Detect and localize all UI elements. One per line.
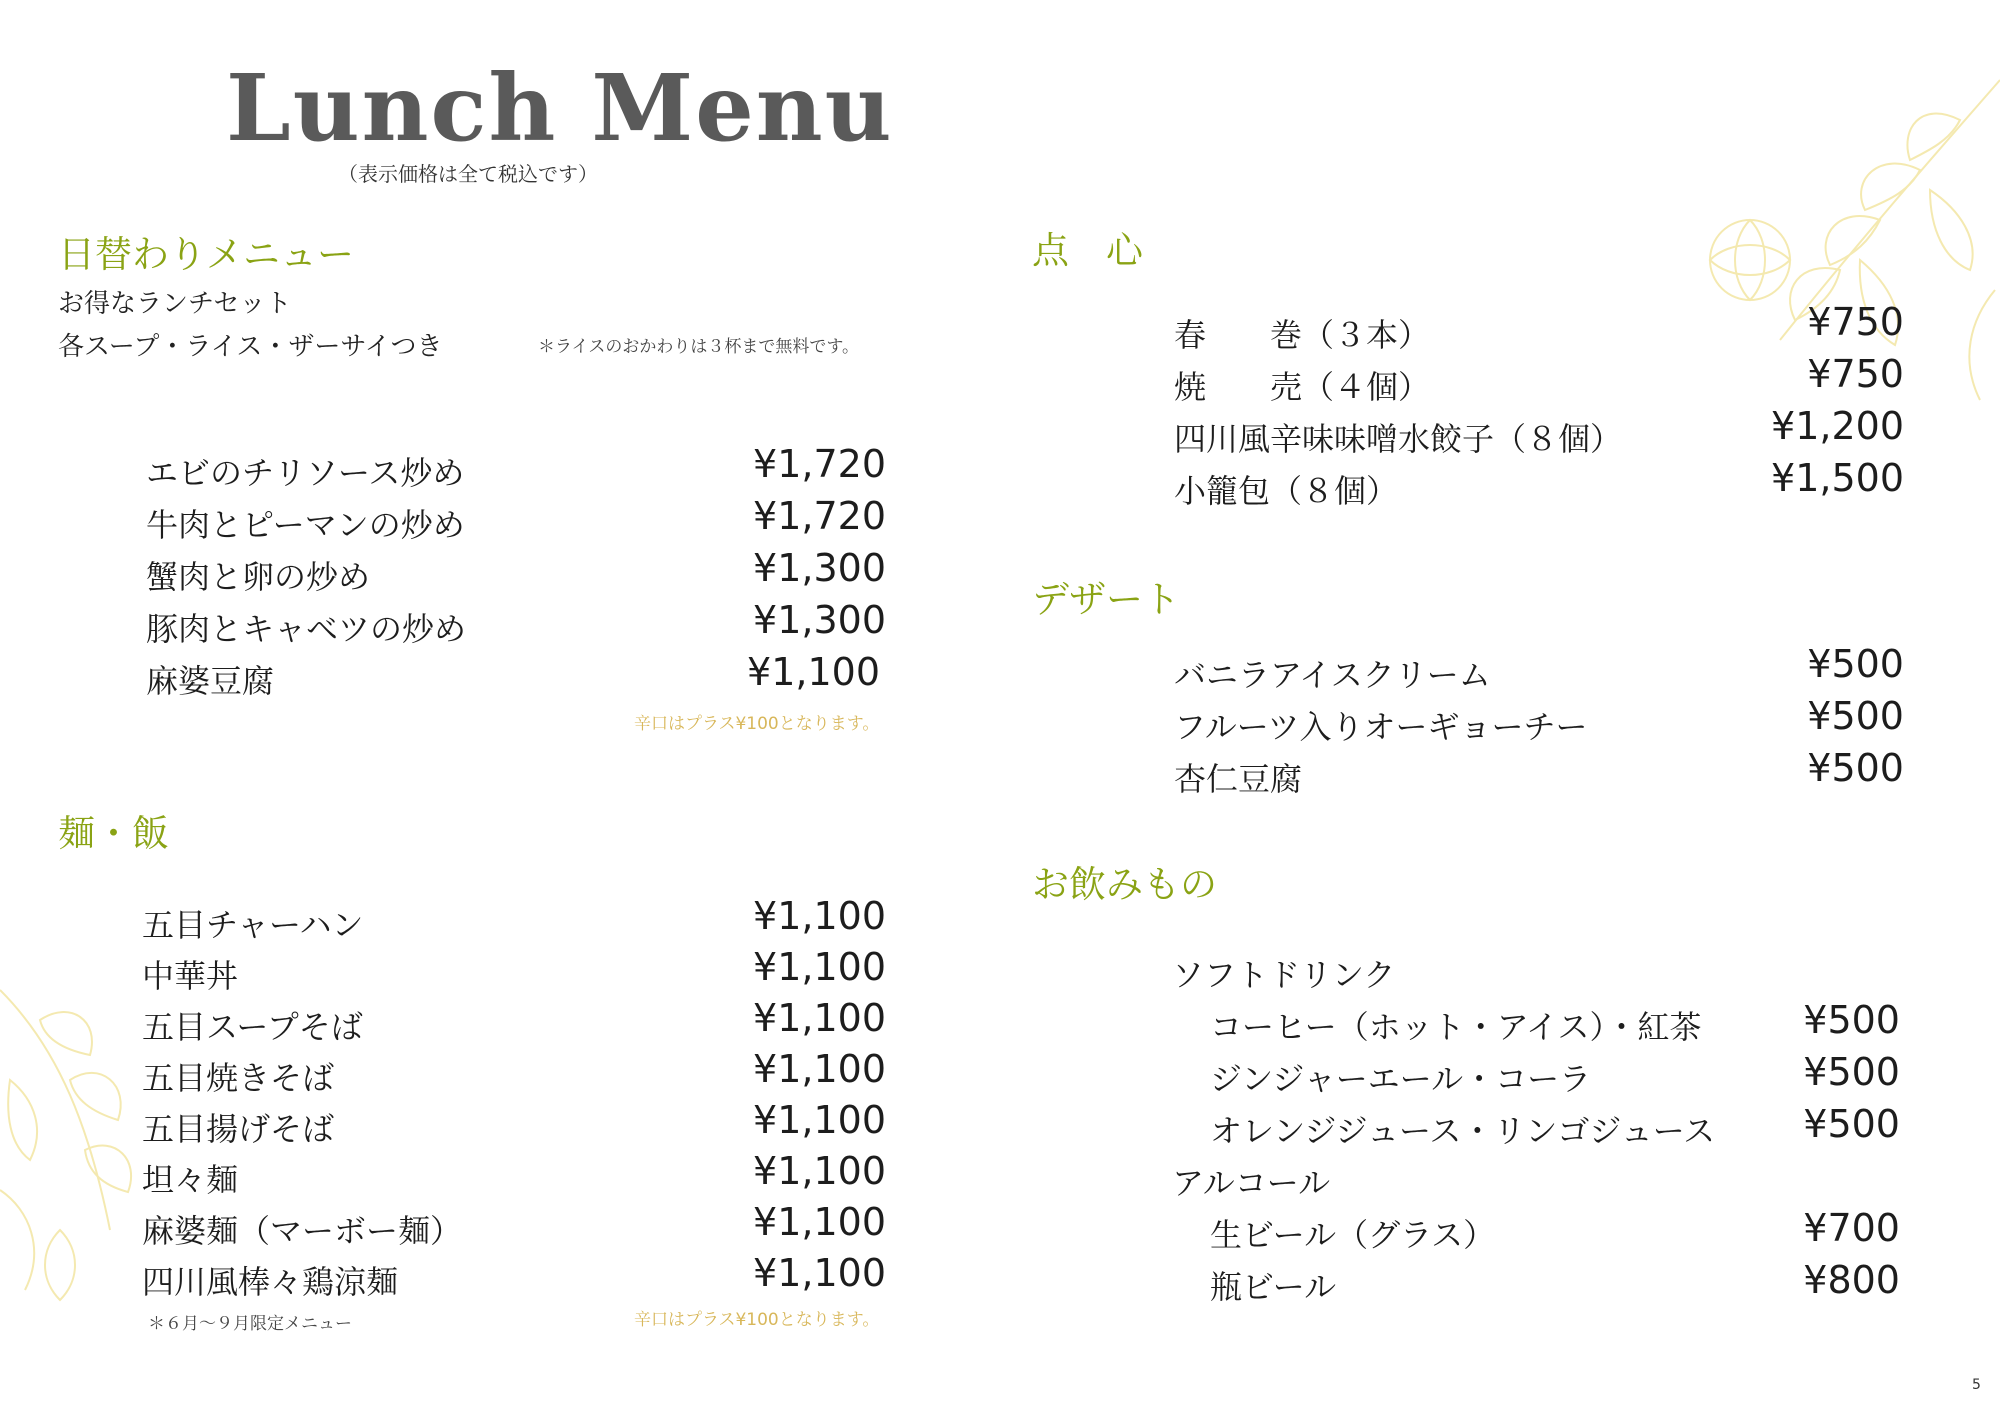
menu-item-price: ¥1,100: [753, 894, 886, 938]
menu-item-name: 中華丼: [142, 957, 239, 995]
section-heading-dessert: デザート: [1032, 578, 1180, 621]
menu-item-name: 生ビール（グラス）: [1210, 1216, 1496, 1254]
section-heading-daily: 日替わりメニュー: [58, 233, 354, 276]
menu-item-price: ¥1,100: [753, 1047, 886, 1091]
page-number: 5: [1972, 1377, 1981, 1393]
menu-item-price: ¥1,300: [753, 546, 886, 590]
menu-item-price: ¥1,100: [747, 650, 880, 694]
menu-item-price: ¥1,100: [753, 1149, 886, 1193]
page-title: Lunch Menu: [226, 54, 894, 162]
menu-item-price: ¥1,300: [753, 598, 886, 642]
menu-item-price: ¥800: [1803, 1258, 1900, 1302]
menu-item-name: エビのチリソース炒め: [146, 454, 465, 492]
menu-item-price: ¥1,100: [753, 1251, 886, 1295]
menu-item-price: ¥1,100: [753, 945, 886, 989]
menu-item-price: ¥1,720: [753, 494, 886, 538]
section-heading-drinks: お飲みもの: [1032, 863, 1217, 906]
menu-item-price: ¥1,720: [753, 442, 886, 486]
menu-item-price: ¥700: [1803, 1206, 1900, 1250]
daily-set-includes: 各スープ・ライス・ザーサイつき: [58, 332, 443, 362]
daily-set-description: お得なランチセット: [58, 289, 292, 319]
menu-item-name: バニラアイスクリーム: [1174, 656, 1491, 694]
menu-item-price: ¥750: [1807, 300, 1904, 344]
menu-item-name: フルーツ入りオーギョーチー: [1174, 708, 1588, 746]
menu-item-price: ¥500: [1803, 1050, 1900, 1094]
menu-item-name: ジンジャーエール・コーラ: [1210, 1060, 1592, 1098]
menu-item-name: 豚肉とキャベツの炒め: [146, 610, 467, 648]
menu-item-name: 焼 売（４個）: [1174, 368, 1431, 406]
menu-item-price: ¥1,500: [1771, 456, 1904, 500]
menu-item-name: 坦々麺: [142, 1161, 239, 1199]
menu-item-price: ¥500: [1807, 746, 1904, 790]
menu-item-name: 牛肉とピーマンの炒め: [146, 506, 465, 544]
spicy-option-note: 辛口はプラス¥100となります。: [634, 714, 880, 734]
menu-item-name: オレンジジュース・リンゴジュース: [1210, 1112, 1716, 1150]
soft-drinks-label: ソフトドリンク: [1172, 956, 1396, 994]
spicy-option-note: 辛口はプラス¥100となります。: [634, 1310, 880, 1330]
menu-item-name: 四川風棒々鶏涼麺: [142, 1263, 399, 1301]
menu-item-price: ¥500: [1807, 694, 1904, 738]
menu-item-name: 麻婆麺（マーボー麺）: [142, 1212, 463, 1250]
rice-refill-note: ＊ライスのおかわりは３杯まで無料です。: [538, 337, 859, 357]
menu-item-name: コーヒー（ホット・アイス）・紅茶: [1210, 1008, 1702, 1046]
menu-item-price: ¥1,100: [753, 996, 886, 1040]
menu-item-price: ¥1,100: [753, 1098, 886, 1142]
menu-item-price: ¥500: [1807, 642, 1904, 686]
menu-item-name: 四川風辛味味噌水餃子（８個）: [1174, 420, 1623, 458]
tax-note: （表示価格は全て税込です）: [338, 162, 598, 186]
menu-item-name: 蟹肉と卵の炒め: [146, 558, 371, 596]
seasonal-menu-note: ＊６月～９月限定メニュー: [148, 1314, 352, 1334]
menu-item-price: ¥1,100: [753, 1200, 886, 1244]
section-heading-noodles-rice: 麺・飯: [58, 812, 169, 855]
menu-item-name: 五目スープそば: [142, 1008, 363, 1046]
menu-item-name: 五目焼きそば: [142, 1059, 335, 1097]
menu-item-price: ¥750: [1807, 352, 1904, 396]
menu-item-price: ¥500: [1803, 998, 1900, 1042]
menu-item-name: 杏仁豆腐: [1174, 760, 1303, 798]
alcohol-label: アルコール: [1172, 1164, 1331, 1202]
menu-item-name: 小籠包（８個）: [1174, 472, 1399, 510]
menu-item-name: 五目チャーハン: [142, 906, 364, 944]
menu-item-name: 瓶ビール: [1210, 1268, 1337, 1306]
section-heading-dimsum: 点 心: [1032, 229, 1143, 272]
menu-item-name: 麻婆豆腐: [146, 662, 275, 700]
menu-item-name: 春 巻（３本）: [1174, 316, 1431, 354]
menu-item-price: ¥1,200: [1771, 404, 1904, 448]
menu-item-price: ¥500: [1803, 1102, 1900, 1146]
menu-item-name: 五目揚げそば: [142, 1110, 335, 1148]
